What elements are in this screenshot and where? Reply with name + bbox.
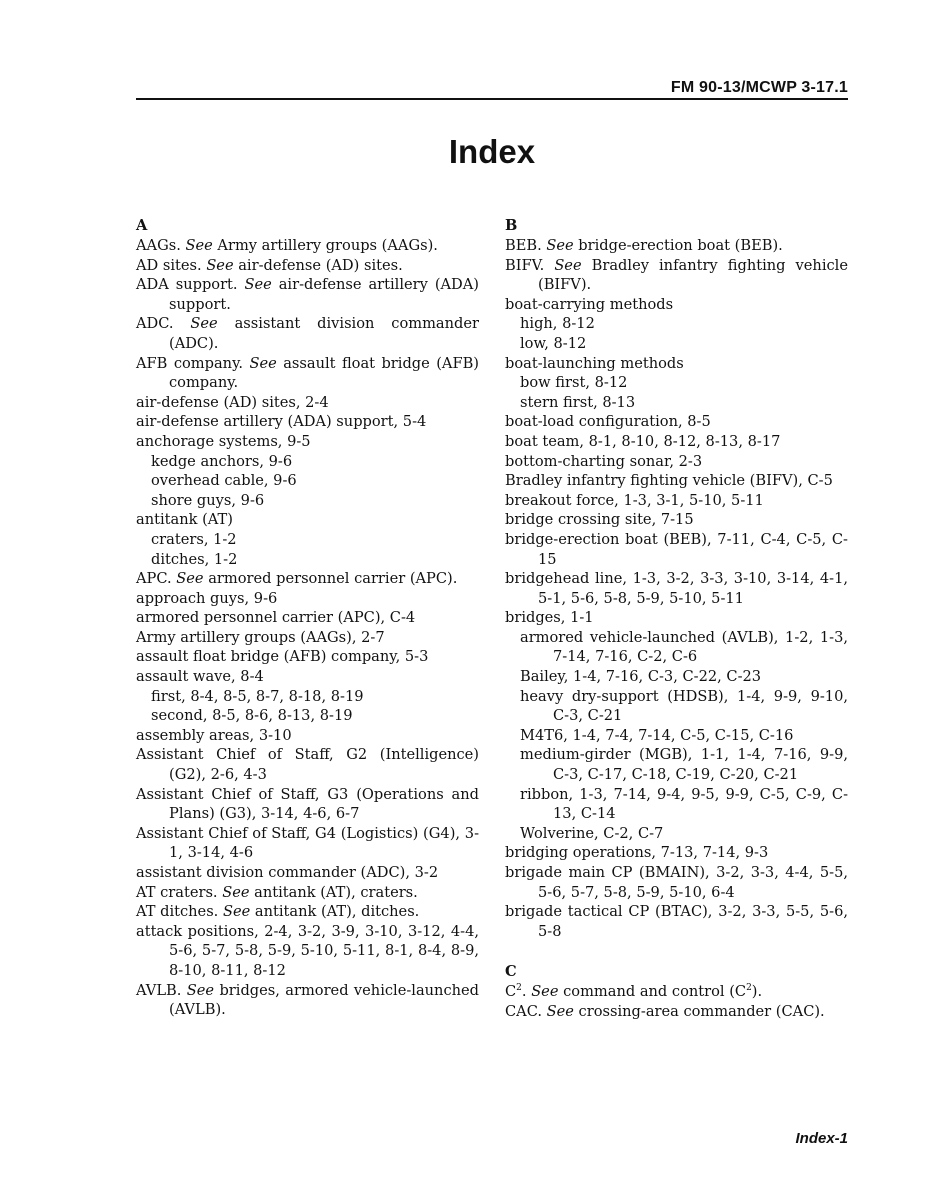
running-header: FM 90-13/MCWP 3-17.1 [670, 79, 848, 96]
index-subentry: high, 8-12 [520, 315, 595, 333]
index-subentry: armored vehicle-launched (AVLB), 1-2, 1-3, 7-14, 7-16, C-2, C-6 [520, 628, 848, 666]
index-entry: air-defense (AD) sites, 2-4 [136, 393, 329, 411]
section-letter-a: A [136, 217, 148, 234]
index-entry: AT craters. See antitank (AT), craters. [136, 883, 418, 901]
index-entry: boat team, 8-1, 8-10, 8-12, 8-13, 8-17 [505, 432, 781, 450]
index-entry: ADC. See assistant division commander (ADC). [136, 315, 479, 352]
index-subentry: stern first, 8-13 [520, 393, 636, 411]
index-entry: assault float bridge (AFB) company, 5-3 [136, 648, 429, 666]
index-subentry: ribbon, 1-3, 7-14, 9-4, 9-5, 9-9, C-5, C-9, C-13, C-14 [520, 785, 848, 823]
index-entry: Assistant Chief of Staff, G4 (Logistics) (G4), 3-1, 3-14, 4-6 [136, 824, 479, 862]
index-entry: AAGs. See Army artillery groups (AAGs). [136, 237, 438, 254]
index-subentry: Wolverine, C-2, C-7 [520, 824, 664, 842]
index-subentry: second, 8-5, 8-6, 8-13, 8-19 [151, 707, 353, 725]
index-subentry: M4T6, 1-4, 7-4, 7-14, C-5, C-15, C-16 [520, 726, 794, 744]
index-entry: APC. See armored personnel carrier (APC). [136, 570, 458, 588]
index-entry: antitank (AT) [136, 511, 233, 529]
index-subentry: low, 8-12 [520, 334, 587, 352]
index-entry: bridge-erection boat (BEB), 7-11, C-4, C-5, C-15 [505, 530, 848, 568]
index-entry: bridgehead line, 1-3, 3-2, 3-3, 3-10, 3-14, 4-1, 5-1, 5-6, 5-8, 5-9, 5-10, 5-11 [505, 570, 848, 607]
index-entry: assault wave, 8-4 [136, 668, 264, 686]
index-entry: $C^2$. See command and control $(C^2)$. [505, 982, 763, 1000]
index-entry: brigade tactical CP (BTAC), 3-2, 3-3, 5-5, 5-6, 5-8 [505, 903, 848, 940]
index-column-right [505, 215, 848, 1021]
index-entry: brigade main CP (BMAIN), 3-2, 3-3, 4-4, 5-5, 5-6, 5-7, 5-8, 5-9, 5-10, 6-4 [505, 864, 848, 901]
index-entry: BEB. See bridge-erection boat (BEB). [505, 237, 783, 254]
index-entry: Assistant Chief of Staff, G3 (Operations and Plans) (G3), 3-14, 4-6, 6-7 [136, 785, 479, 823]
index-entry: Bradley infantry fighting vehicle (BIFV), C-5 [505, 472, 833, 490]
index-entry: boat-carrying methods [505, 295, 674, 313]
index-subentry: heavy dry-support (HDSB), 1-4, 9-9, 9-10, C-3, C-21 [520, 687, 848, 725]
index-entry: boat-load configuration, 8-5 [505, 413, 711, 431]
section-spacer [505, 941, 848, 961]
index-subentry: ditches, 1-2 [151, 550, 238, 568]
index-entry: BIFV. See Bradley infantry fighting vehicle (BIFV). [505, 256, 848, 294]
index-entry: air-defense artillery (ADA) support, 5-4 [136, 413, 427, 431]
index-subentry: craters, 1-2 [151, 530, 237, 548]
index-entry: assembly areas, 3-10 [136, 726, 292, 744]
index-entry: AD sites. See air-defense (AD) sites. [136, 256, 403, 274]
index-entry: attack positions, 2-4, 3-2, 3-9, 3-10, 3-12, 4-4, 5-6, 5-7, 5-8, 5-9, 5-10, 5-11, 8-1, 8-4, 8-9, 8-10, 8-11, 8-12 [136, 922, 479, 979]
index-subentry: bow first, 8-12 [520, 374, 628, 392]
index-entry: AFB company. See assault float bridge (AFB) company. [136, 354, 479, 392]
index-entry: Assistant Chief of Staff, G2 (Intelligence) (G2), 2-6, 4-3 [136, 746, 479, 784]
index-entry: AVLB. See bridges, armored vehicle-launched (AVLB). [136, 981, 479, 1019]
index-entry: boat-launching methods [505, 354, 684, 372]
index-entry: assistant division commander (ADC), 3-2 [136, 864, 439, 881]
index-entry: armored personnel carrier (APC), C-4 [136, 609, 416, 627]
index-subentry: medium-girder (MGB), 1-1, 1-4, 7-16, 9-9, C-3, C-17, C-18, C-19, C-20, C-21 [520, 746, 848, 784]
index-entry: bridging operations, 7-13, 7-14, 9-3 [505, 844, 769, 862]
section-letter-c: C [505, 962, 517, 980]
index-entry: breakout force, 1-3, 3-1, 5-10, 5-11 [505, 491, 764, 509]
index-entry: AT ditches. See antitank (AT), ditches. [136, 903, 420, 921]
index-entry: Army artillery groups (AAGs), 2-7 [136, 628, 385, 646]
index-entry: bridges, 1-1 [505, 609, 594, 627]
index-subentry: shore guys, 9-6 [151, 491, 265, 509]
index-entry: bridge crossing site, 7-15 [505, 511, 694, 529]
header-rule [136, 98, 848, 100]
page-title: Index [448, 133, 536, 170]
index-subentry: kedge anchors, 9-6 [151, 452, 293, 470]
index-subentry: Bailey, 1-4, 7-16, C-3, C-22, C-23 [520, 668, 762, 686]
index-entry: approach guys, 9-6 [136, 589, 278, 607]
index-subentry: overhead cable, 9-6 [151, 472, 297, 490]
index-entry: CAC. See crossing-area commander (CAC). [505, 1002, 825, 1020]
index-column-left [136, 215, 479, 1020]
index-entry: bottom-charting sonar, 2-3 [505, 452, 703, 470]
index-entry: ADA support. See air-defense artillery (ADA) support. [136, 276, 479, 313]
index-entry: anchorage systems, 9-5 [136, 432, 311, 450]
page-number: Index-1 [795, 1130, 848, 1147]
section-letter-b: B [505, 217, 518, 234]
index-subentry: first, 8-4, 8-5, 8-7, 8-18, 8-19 [151, 687, 364, 705]
